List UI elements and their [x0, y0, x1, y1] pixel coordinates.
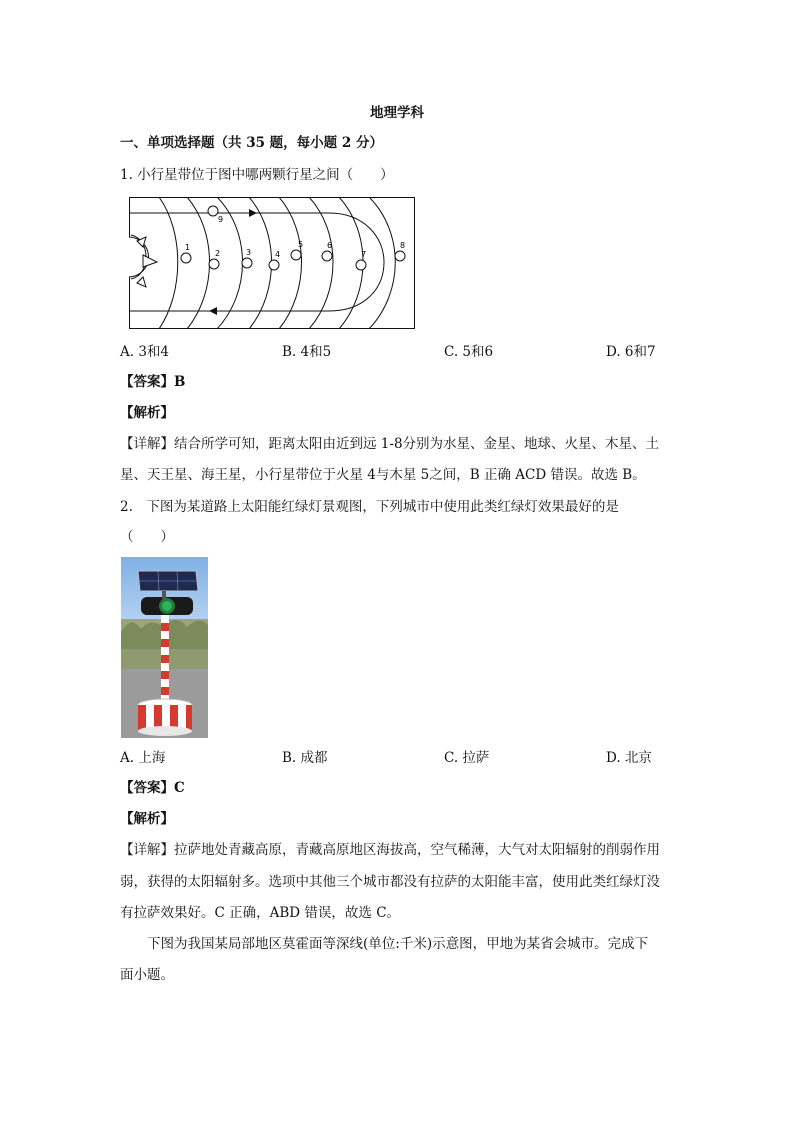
planet-label: 7: [361, 250, 367, 259]
q1-detail-line: 星、天王星、海王星，小行星带位于火星 4与木星 5之间，B 正确 ACD 错误。故选 B。: [120, 467, 646, 483]
q1-option-a: A. 3和4: [120, 344, 170, 360]
q2-detail-line: 弱，获得的太阳辐射多。选项中其他三个城市都没有拉萨的太阳能丰富，使用此类红绿灯没: [120, 874, 660, 890]
planet-label: 6: [327, 241, 333, 250]
q1-option-d: D. 6和7: [606, 344, 656, 360]
q1-stem: 1. 小行星带位于图中哪两颗行星之间（ ）: [120, 167, 394, 183]
q2-option-a: A. 上海: [120, 750, 166, 766]
planet-label: 3: [246, 248, 252, 257]
q2-option-c: C. 拉萨: [444, 750, 490, 766]
solar-traffic-light-photo: [121, 557, 208, 738]
planet-label: 4: [275, 250, 281, 259]
q2-option-d: D. 北京: [606, 750, 652, 766]
planet-label: 1: [185, 243, 191, 252]
planet-label: 5: [298, 240, 304, 249]
section-heading: 一、单项选择题（共 35 题，每小题 2 分）: [120, 135, 383, 151]
passage-line: 下图为我国某局部地区莫霍面等深线(单位:千米)示意图，甲地为某省会城市。完成下: [120, 936, 649, 952]
q1-answer: 【答案】B: [120, 374, 186, 390]
planet-label: 2: [215, 249, 221, 258]
q2-detail-line: 有拉萨效果好。C 正确，ABD 错误，故选 C。: [120, 905, 401, 921]
q2-answer: 【答案】C: [120, 780, 185, 796]
q2-analysis: 【解析】: [120, 811, 174, 827]
passage-line: 面小题。: [120, 967, 174, 983]
q1-option-b: B. 4和5: [282, 344, 332, 360]
planet-label: 9: [218, 215, 224, 224]
page-title: 地理学科: [370, 105, 424, 121]
solar-system-diagram: [129, 197, 415, 329]
q1-option-c: C. 5和6: [444, 344, 494, 360]
q1-detail-line: 【详解】结合所学可知，距离太阳由近到远 1-8分别为水星、金星、地球、火星、木星、土: [120, 436, 660, 452]
planet-label: 8: [400, 241, 406, 250]
q2-option-b: B. 成都: [282, 750, 328, 766]
q2-stem: 2. 下图为某道路上太阳能红绿灯景观图，下列城市中使用此类红绿灯效果最好的是: [120, 499, 619, 515]
q1-analysis: 【解析】: [120, 405, 174, 421]
q2-detail-line: 【详解】拉萨地处青藏高原，青藏高原地区海拔高，空气稀薄，大气对太阳辐射的削弱作用: [120, 842, 660, 858]
q2-stem-paren: （ ）: [120, 529, 174, 545]
